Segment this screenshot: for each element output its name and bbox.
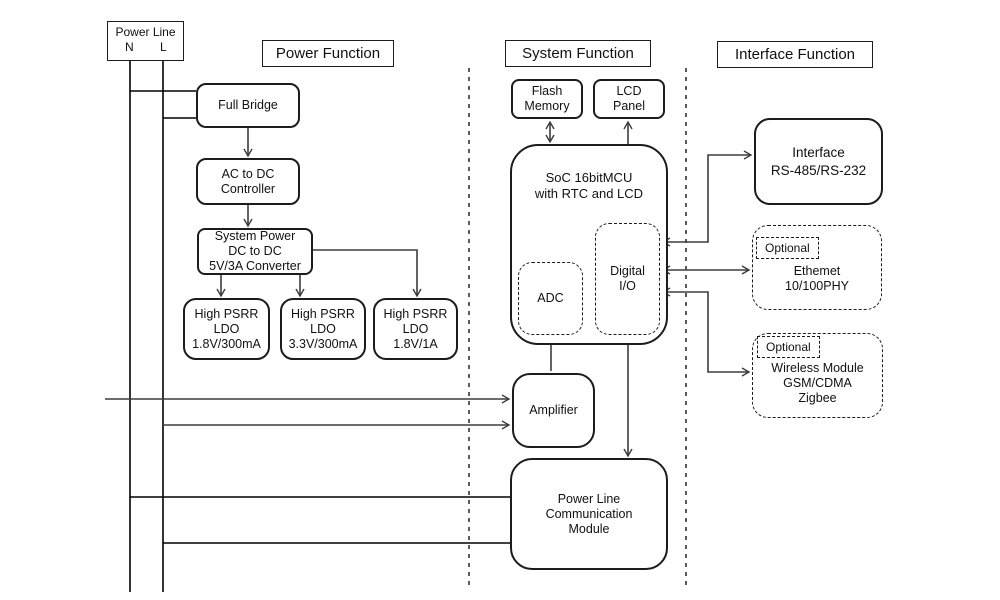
node-label: Amplifier: [529, 403, 578, 417]
power-line-title: Power Line: [115, 25, 176, 39]
node-label: AC to DC: [221, 166, 275, 181]
header-label: Power Function: [275, 45, 381, 62]
node-ac-to-dc-controller: [196, 158, 300, 205]
node-label: Memory: [524, 99, 570, 113]
arrow-converter-to-ldo3: [313, 250, 417, 296]
node-label: 10/100PHY: [785, 279, 849, 293]
node-label: LDO: [213, 321, 240, 336]
node-full-bridge: [196, 83, 300, 128]
node-label: Module: [568, 521, 610, 536]
node-label: Digital: [610, 264, 645, 278]
node-label: 1.8V/1A: [393, 336, 438, 351]
node-label: with RTC and LCD: [534, 186, 644, 201]
node-ldo-3v3-300ma: [280, 298, 366, 360]
node-label: Panel: [613, 99, 645, 113]
node-label: Full Bridge: [218, 98, 278, 112]
section-header-interface-function: [717, 41, 873, 68]
node-label: LDO: [310, 321, 336, 336]
optional-badge: Optional: [757, 336, 820, 358]
node-label: I/O: [619, 279, 636, 293]
node-label: High PSRR: [194, 306, 259, 321]
node-label: LCD: [616, 84, 642, 98]
rail-label-l: L: [160, 40, 167, 54]
node-amplifier: [512, 373, 595, 448]
node-digital-io: [595, 223, 660, 335]
node-interface-rs485-rs232: [754, 118, 883, 205]
node-label: High PSRR: [291, 306, 355, 321]
arrow-digio-to-wireless: [663, 292, 749, 372]
node-label: Power Line: [557, 491, 621, 506]
node-label: 5V/3A Converter: [209, 259, 301, 273]
rail-label-n: N: [125, 40, 134, 54]
node-label: SoC 16bitMCU: [545, 170, 633, 185]
node-flash-memory: [511, 79, 583, 119]
node-label: System Power: [214, 229, 296, 243]
node-label: 3.3V/300mA: [288, 336, 358, 351]
node-label: Communication: [545, 506, 633, 521]
section-header-system-function: [505, 40, 651, 67]
node-label: RS-485/RS-232: [770, 162, 867, 178]
node-label: Flash: [531, 84, 563, 98]
node-label: LDO: [402, 321, 429, 336]
node-ldo-1v8-300ma: [183, 298, 270, 360]
node-ldo-1v8-1a: [373, 298, 458, 360]
node-label: Zigbee: [798, 391, 837, 405]
power-line-source-box: [107, 21, 184, 61]
node-label: Controller: [220, 181, 276, 196]
node-label: 1.8V/300mA: [192, 336, 261, 351]
arrow-digio-to-interface-rs: [663, 155, 751, 242]
section-header-power-function: [262, 40, 394, 67]
node-power-line-communication-module: [510, 458, 668, 570]
header-label: System Function: [522, 45, 634, 62]
node-system-power-converter: [197, 228, 313, 275]
optional-badge: Optional: [756, 237, 819, 259]
node-label: DC to DC: [228, 244, 282, 258]
node-label: ADC: [537, 291, 564, 305]
node-lcd-panel: [593, 79, 665, 119]
node-label: Wireless Module: [771, 361, 864, 375]
node-label: High PSRR: [383, 306, 448, 321]
node-label: Interface: [792, 144, 845, 160]
header-label: Interface Function: [734, 46, 856, 63]
node-ethernet-phy: [752, 225, 882, 310]
node-label: GSM/CDMA: [783, 376, 852, 390]
node-wireless-module: [752, 333, 883, 418]
node-label: Ethemet: [793, 264, 841, 278]
node-adc: [518, 262, 583, 335]
